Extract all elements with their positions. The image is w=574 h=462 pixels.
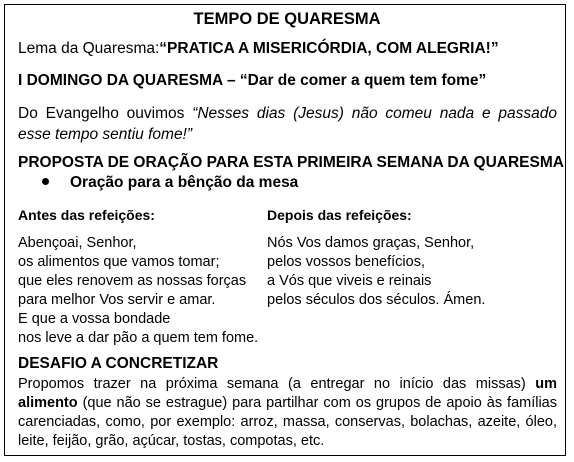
desafio-text-after: (que não se estrague) para partilhar com os grupos de apoio às famílias carenciadas, como, por exemplo: arroz, massa, conservas, bolachas, azeite, óleo, leite, feijão, grão, açúcar, tostas, compotas, etc.	[18, 395, 557, 449]
depois-line: pelos séculos dos séculos. Ámen.	[267, 292, 486, 308]
antes-line: os alimentos que vamos tomar;	[18, 254, 220, 270]
desafio-paragraph	[18, 375, 557, 451]
antes-prayer	[18, 234, 258, 348]
page-title: TEMPO DE QUARESMA	[193, 10, 381, 28]
depois-heading: Depois das refeições:	[267, 207, 412, 223]
depois-line: pelos vossos benefícios,	[267, 254, 425, 270]
depois-line: Nós Vos damos graças, Senhor,	[267, 235, 475, 251]
desafio-text-bold: um alimento	[18, 376, 557, 411]
antes-line: E que a vossa bondade	[18, 311, 171, 327]
antes-line: que eles renovem as nossas forças	[18, 273, 247, 289]
lema-line	[18, 40, 499, 58]
oracao-item: Oração para a bênção da mesa	[70, 174, 299, 191]
evangelho-intro: Do Evangelho ouvimos	[18, 105, 193, 122]
antes-line: para melhor Vos servir e amar.	[18, 292, 216, 308]
evangelho-paragraph	[18, 103, 557, 145]
proposta-heading: PROPOSTA DE ORAÇÃO PARA ESTA PRIMEIRA SEMANA DA QUARESMA	[18, 154, 564, 171]
domingo-heading: I DOMINGO DA QUARESMA – “Dar de comer a quem tem fome”	[18, 72, 487, 89]
depois-line: a Vós que viveis e reinais	[267, 273, 432, 289]
evangelho-quote: “Nesses dias (Jesus) não comeu nada e passado esse tempo sentiu fome!”	[18, 105, 557, 143]
lema-label: Lema da Quaresma:	[18, 40, 160, 57]
antes-heading: Antes das refeições:	[18, 207, 155, 223]
desafio-heading: DESAFIO A CONCRETIZAR	[18, 355, 219, 372]
depois-prayer	[267, 234, 485, 310]
antes-line: nos leve a dar pão a quem tem fome.	[18, 330, 259, 346]
antes-line: Abençoai, Senhor,	[18, 235, 137, 251]
lema-text: “PRATICA A MISERICÓRDIA, COM ALEGRIA!”	[159, 40, 499, 57]
desafio-text-before: Propomos trazer na próxima semana (a entregar no início das missas)	[18, 376, 536, 392]
bullet-icon	[42, 178, 49, 185]
